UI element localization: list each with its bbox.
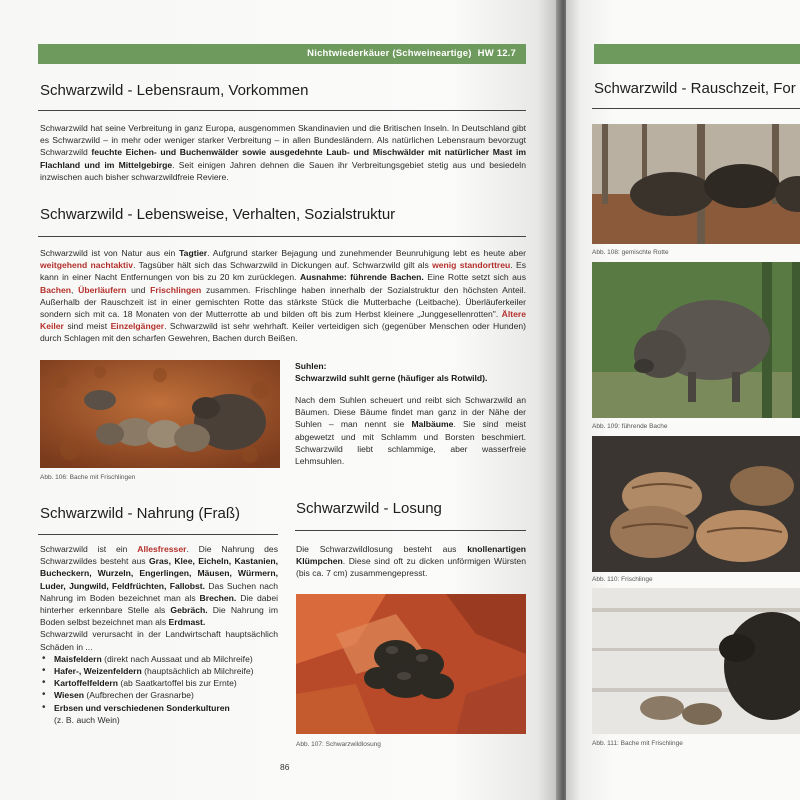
text: . Sie sind meist abgewetzt und mit Schlamm und Borsten beschmiert. Schwarzwild liebt schlammige, aber wasserfreie Lehmsuhlen. — [295, 419, 526, 467]
text: sind meist — [63, 321, 111, 332]
text: . Diese sind oft zu dicken unförmigen Würsten (bis ca. 7 cm) zusammengepresst. — [296, 556, 526, 579]
paragraph-suhlen-body — [295, 394, 526, 467]
text: . Tagsüber hält sich das Schwarzwild in Dickungen auf. Schwarzwild gilt als — [133, 260, 433, 271]
bold-text: Gebräch. — [170, 605, 208, 616]
bold-text: Kartoffelfeldern — [54, 678, 118, 689]
highlight-text: Bachen — [40, 284, 72, 295]
text: (ab Saatkartoffel bis zur Ernte) — [117, 678, 237, 689]
right-page — [566, 0, 800, 800]
bold-text: Schwarzwild suhlt gerne (häufiger als Rotwild). — [295, 373, 488, 384]
text: Die dabei hinterher erkennbare Stelle als — [40, 592, 279, 616]
list-item — [40, 653, 278, 665]
highlight-text: weitgehend nachtaktiv — [40, 260, 134, 271]
text: . Die Nahrung des Schwarzwildes besteht aus — [40, 544, 278, 567]
text: . Aufgrund starker Bejagung und zunehmender Beunruhigung lebt es heute aber — [207, 248, 527, 258]
section-rule — [38, 110, 526, 111]
text: Die Nahrung im Boden selbst bezeichnet man als — [40, 605, 278, 628]
text: Schwarzwild ist von Natur aus ein — [40, 248, 180, 258]
bold-text: Ausnahme: führende Bachen. — [299, 272, 424, 283]
paragraph-nahrung — [40, 543, 278, 726]
text: , — [71, 284, 79, 295]
chapter-header-bar — [38, 44, 526, 64]
paragraph-losung — [296, 543, 526, 580]
list-item — [40, 665, 278, 677]
highlight-text: Frischlingen — [150, 284, 202, 295]
list-item — [40, 689, 278, 701]
text: . Es kann in einer Nacht Entfernungen von bis zu 20 km zurücklegen. — [40, 260, 527, 283]
damage-list — [40, 653, 278, 726]
photo-gemischte-rotte — [592, 124, 800, 244]
chapter-header-code: HW 12.7 — [477, 48, 516, 59]
bold-text: Suhlen: — [295, 361, 327, 371]
section-title-losung: Schwarzwild - Losung — [296, 500, 442, 517]
list-item — [40, 702, 278, 726]
boar-photo-illustration — [40, 360, 280, 468]
text: (hauptsächlich ab Milchreife) — [141, 666, 254, 677]
text: Eine Rotte setzt sich aus — [423, 272, 526, 283]
bold-text: Tagtier — [179, 248, 208, 258]
section-title-lebensweise: Schwarzwild - Lebensweise, Verhalten, Sozialstruktur — [40, 206, 396, 223]
photo-bache-mit-frischlinge-schnee — [592, 588, 800, 734]
bold-text: Malbäume — [411, 419, 454, 430]
list-item — [40, 677, 278, 689]
bold-text: feuchte Eichen- und Buchenwälder sowie ausgedehnte Laub- und Mischwälder mit natürlicher Mast im Flachland und im Mittelgebirge — [40, 147, 526, 170]
photo-bache-mit-frischlingen — [40, 360, 280, 468]
paragraph-lebensraum — [40, 122, 526, 183]
highlight-text: Überläufern — [78, 284, 127, 295]
caption-abb-107: Abb. 107: Schwarzwildlosung — [296, 741, 381, 748]
caption-abb-108: Abb. 108: gemischte Rotte — [592, 249, 669, 256]
text: . Seit einigen Jahren dehnen die Sauen ihr Verbreitungsgebiet stetig aus und besiedeln inzwischen auch bisher schwarzwildfreie Reviere. — [40, 159, 526, 182]
bold-text: knollenartigen Klümpchen — [296, 544, 526, 567]
bold-text: Erbsen und verschiedenen Sonderkulturen — [54, 702, 230, 713]
text: Nach dem Suhlen scheuert und reibt sich Schwarzwild an Bäumen. Diese Bäume findet man ganz in der Nähe der Suhlen – man nennt sie — [295, 395, 526, 430]
photo-frischlinge — [592, 436, 800, 572]
section-title-rauschzeit: Schwarzwild - Rauschzeit, For — [594, 80, 796, 97]
section-title-lebensraum: Schwarzwild - Lebensraum, Vorkommen — [40, 82, 309, 99]
section-rule — [592, 108, 800, 109]
text: Schwarzwild ist ein — [40, 544, 138, 554]
highlight-text: Ältere Keiler — [40, 309, 526, 332]
bold-text: Hafer-, Weizenfeldern — [54, 666, 142, 677]
caption-abb-109: Abb. 109: führende Bache — [592, 423, 668, 430]
text: (direkt nach Aussaat und ab Milchreife) — [101, 653, 253, 664]
bold-text: Brechen. — [199, 592, 237, 603]
text: Das Suchen nach Nahrung im Boden bezeichnet man als — [40, 580, 278, 603]
text: Schwarzwild hat seine Verbreitung in ganz Europa, ausgenommen Skandinavien und die Britischen Inseln. In Deutschland gibt es Schwarzwild – in mehr oder weniger starker Verbreitung – in allen Bundesländern. Als natürlichen Lebensraum bevorzugt Schwarzwild — [40, 123, 526, 158]
bache-photo-illustration — [592, 262, 800, 418]
text: und — [126, 284, 151, 295]
chapter-header-bar — [594, 44, 800, 64]
paragraph-suhlen — [295, 360, 526, 384]
highlight-text: Einzelgänger — [110, 321, 165, 332]
text: (z. B. auch Wein) — [54, 714, 120, 725]
section-rule — [38, 534, 278, 535]
highlight-text: Allesfresser — [137, 544, 187, 554]
photo-fuehrende-bache — [592, 262, 800, 418]
text: (Aufbrechen der Grasnarbe) — [84, 690, 194, 701]
section-rule — [295, 530, 526, 531]
chapter-header-label: Nichtwiederkäuer (Schweineartige) — [307, 48, 472, 59]
photo-schwarzwildlosung — [296, 594, 526, 734]
text: . Schwarzwild ist sehr wehrhaft. Keiler verteidigen sich (gegenüber Menschen oder Hunden) durch Schlagen mit den scharfen Gewehren, Bachen durch Beißen. — [40, 321, 526, 344]
bold-text: Maisfeldern — [54, 653, 102, 664]
section-rule — [38, 236, 526, 237]
rotte-photo-illustration — [592, 124, 800, 244]
bold-text: Erdmast. — [168, 617, 206, 628]
text: zusammen. Frischlinge haben innerhalb der Sozialstruktur den höchsten Anteil. Außerhalb der Rauschzeit ist in einer gemischten Rotte das stärkste Stück die Mutterbache (Leitbache). Überläuferkeiler sondern sich mit ca. 18 Monaten von der Mutterrotte ab und bilden oft bis zum Herbst kleinere „Junggesellenrotten". — [40, 284, 526, 320]
caption-abb-106: Abb. 106: Bache mit Frischlingen — [40, 474, 136, 481]
frischlinge-photo-illustration — [592, 436, 800, 572]
snow-boar-photo-illustration — [592, 588, 800, 734]
bold-text: Wiesen — [54, 690, 85, 701]
page-number: 86 — [280, 762, 290, 772]
text: Schwarzwild verursacht in der Landwirtschaft hauptsächlich Schäden in ... — [40, 629, 278, 652]
text: Die Schwarzwildlosung besteht aus — [296, 544, 468, 554]
caption-abb-110: Abb. 110: Frischlinge — [592, 576, 653, 583]
section-title-nahrung: Schwarzwild - Nahrung (Fraß) — [40, 505, 241, 522]
droppings-photo-illustration — [296, 594, 526, 734]
caption-abb-111: Abb. 111: Bache mit Frischlinge — [592, 740, 683, 747]
highlight-text: wenig standorttreu — [432, 260, 511, 271]
bold-text: Gras, Klee, Eicheln, Kastanien, Bucheckern, Wurzeln, Engerlingen, Mäusen, Würmern, Luder, Jungwild, Feldfrüchten, Fallobst. — [40, 556, 279, 591]
paragraph-lebensweise — [40, 247, 526, 345]
